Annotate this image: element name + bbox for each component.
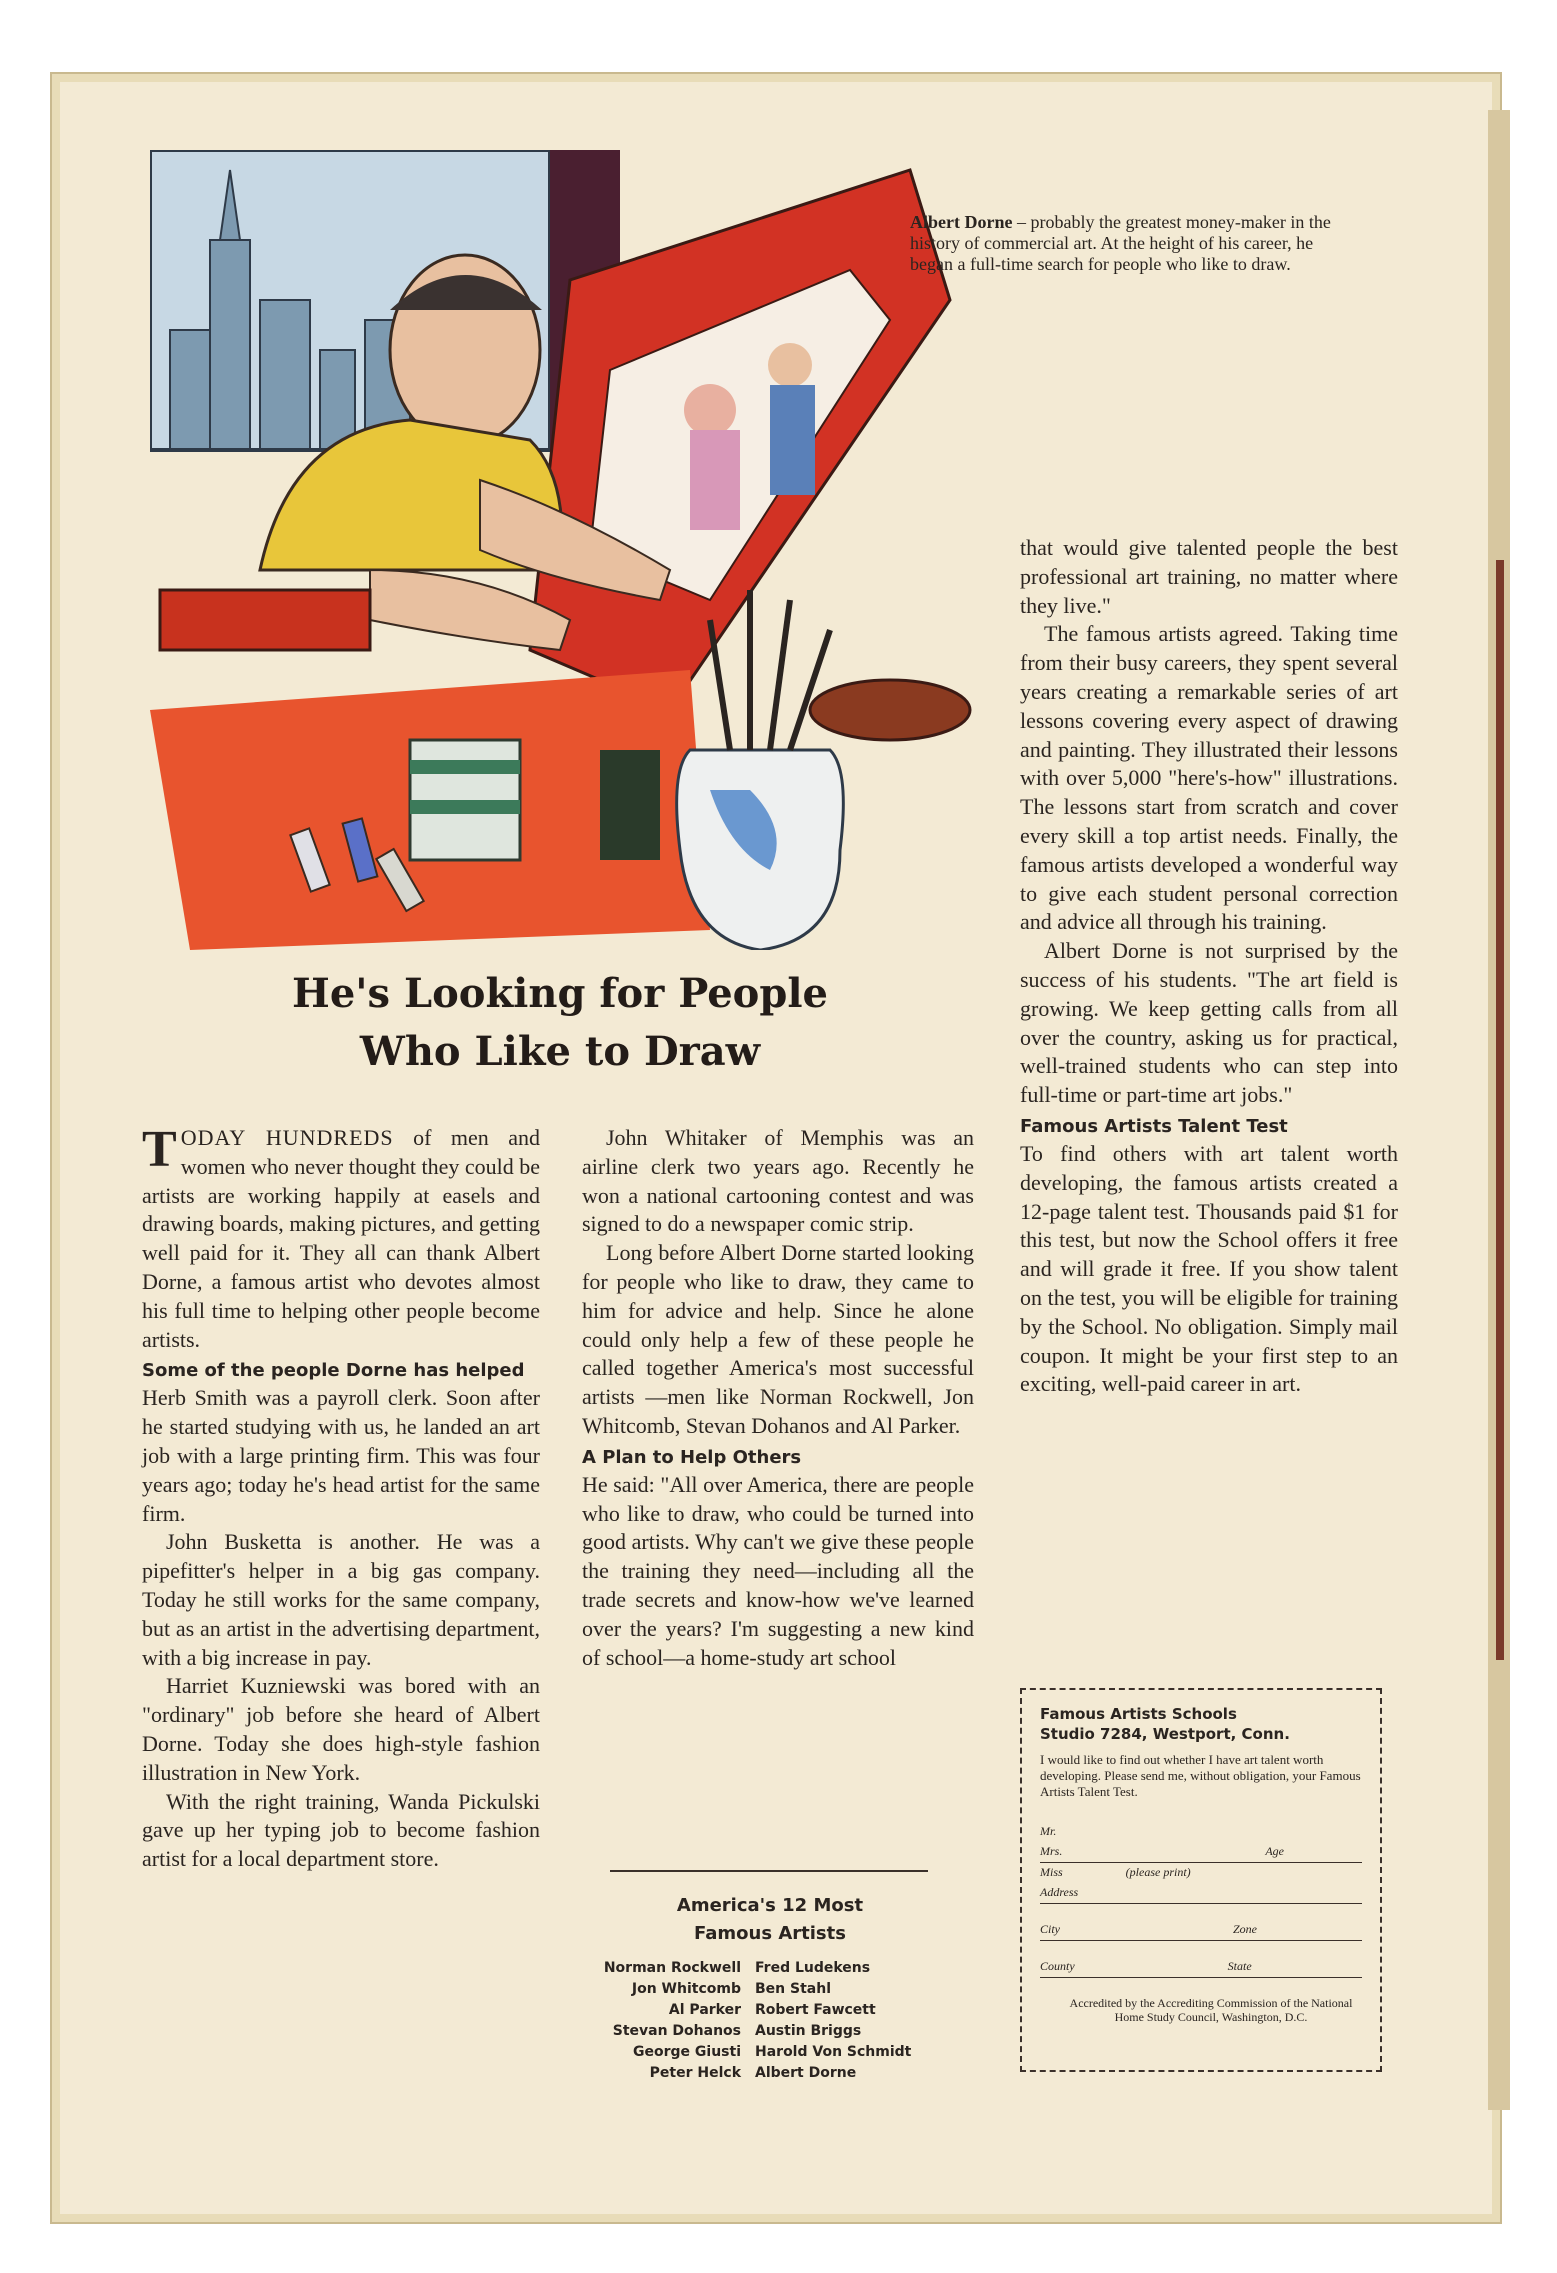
article-column-3 [1020,534,1398,1399]
field-label: Address [1040,1885,1079,1899]
field-label: State [1227,1959,1252,1973]
artist-name: Albert Dorne [755,2065,857,2081]
artist-name: Al Parker [668,2002,741,2018]
artists-title [585,1892,955,1948]
paragraph: The famous artists agreed. Taking time from their busy careers, they spent several years creating a remarkable series of art lessons covering every aspect of drawing and painting. They illustrated their lessons with over 5,000 "here's-how" illustrations. The lessons start from scratch and cover every skill a top artist needs. Finally, the famous artists developed a wonderful way to give each student personal correction and advice all through his training. [1020,621,1398,935]
artist-name: Austin Briggs [755,2023,862,2039]
drop-cap: T [142,1121,177,1178]
caption-name: Albert Dorne [910,212,1013,232]
field-label: (please print) [1125,1865,1191,1879]
city-zone-field[interactable] [1040,1920,1362,1941]
artist-name: Stevan Dohanos [612,2023,741,2039]
artists-title-line-1: America's 12 Most [676,1895,864,1916]
lead-caps: ODAY HUNDREDS [180,1125,394,1150]
article-column-2 [582,1124,974,1672]
paragraph: To find others with art talent worth developing, the famous artists created a 12-page talent test. Thousands paid $1 for this test, but now the School offers it free and will grade it free. If you show talent on the test, you will be eligible for training by the School. No obligation. Simply mail coupon. It might be your first step to an exciting, well-paid career in art. [1020,1140,1398,1397]
artist-name: Robert Fawcett [755,2002,876,2018]
artists-list [560,1958,980,2084]
paragraph: Long before Albert Dorne started looking for people who like to draw, they came to him for advice and help. Since he alone could only help a few of these people he called together America's most successful artists —men like Norman Rockwell, Jon Whitcomb, Stevan Dohanos and Al Parker. [582,1240,974,1438]
field-label: City [1040,1922,1060,1936]
field-label: Mr. [1040,1824,1057,1838]
artists-row [560,2000,980,2021]
address-field[interactable] [1040,1883,1362,1904]
coupon-studio: Studio 7284, Westport, Conn. [1040,1725,1290,1743]
accreditation-note: Accredited by the Accrediting Commission of the National Home Study Council, Washington, D.C. [1069,1996,1353,2024]
paragraph: He said: "All over America, there are people who like to draw, who could be turned into good artists. Why can't we give these people the training they need—including all the trade secrets and know-how we've learned over the years? I'm suggesting a new kind of school—a home-study art school [582,1471,974,1670]
artist-name: Norman Rockwell [603,1960,741,1976]
artists-row [560,2063,980,2084]
page-edge-shadow [1496,560,1504,1660]
paragraph [142,1121,540,1354]
field-label: Mrs. [1040,1844,1063,1858]
artist-name: Peter Helck [649,2065,741,2081]
coupon-body: I would like to find out whether I have art talent worth developing. Please send me, without obligation, your Famous Artists Talent Test. [1040,1752,1361,1799]
divider [610,1870,928,1872]
headline-line-1: He's Looking for People [292,970,828,1017]
paragraph: Albert Dorne is not surprised by the success of his students. "The art field is growing. We keep getting calls from all over the country, asking us for practical, well-trained students who can step into full-time or part-time art jobs." [1020,938,1398,1108]
caption-text: – probably the greatest money-maker in the history of commercial art. At the height of his career, he began a full-time search for people who like to draw. [910,212,1331,274]
artists-row [560,2042,980,2063]
mail-coupon[interactable] [1020,1688,1382,2072]
artists-title-line-2: Famous Artists [694,1923,846,1944]
artist-name: Fred Ludekens [755,1960,871,1976]
headline-line-2: Who Like to Draw [359,1028,761,1075]
article-column-1 [142,1121,540,1874]
field-label: Age [1265,1844,1284,1858]
artists-row [560,1979,980,2000]
field-label: Miss [1040,1865,1063,1879]
paragraph: With the right training, Wanda Pickulski gave up her typing job to become fashion artist for a local department store. [142,1788,540,1872]
paragraph: John Busketta is another. He was a pipefitter's helper in a big gas company. Today he still works for the same company, but as an artist in the advertising department, with a big increase in pay. [142,1529,540,1670]
paragraph: Herb Smith was a payroll clerk. Soon after he started studying with us, he landed an art job with a large printing firm. This was four years ago; today he's head artist for the same firm. [142,1385,540,1526]
headline [150,965,970,1081]
name-line-miss [1040,1863,1362,1883]
artists-row [560,1958,980,1979]
subheading: A Plan to Help Others [582,1446,802,1468]
name-field[interactable] [1040,1842,1362,1863]
subheading: Some of the people Dorne has helped [142,1360,525,1382]
subheading: Famous Artists Talent Test [1020,1115,1288,1137]
artist-illustration [150,150,980,950]
artist-name: Jon Whitcomb [631,1981,741,1997]
paragraph-text: of men and women who never thought they could be artists are working happily at easels and drawing boards, making pictures, and getting well paid for it. They all can thank Albert Dorne, a famous artist who devotes almost his full time to helping other people become artists. [142,1125,540,1352]
artist-name: Harold Von Schmidt [755,2044,912,2060]
artists-row [560,2021,980,2042]
field-label: County [1040,1959,1075,1973]
name-line-mr [1040,1822,1362,1842]
artist-name: George Giusti [633,2044,741,2060]
paragraph: Harriet Kuzniewski was bored with an "ordinary" job before she heard of Albert Dorne. Today she does high-style fashion illustration in New York. [142,1673,540,1785]
artist-name: Ben Stahl [755,1981,831,1997]
paragraph: John Whitaker of Memphis was an airline clerk two years ago. Recently he won a national cartooning contest and was signed to do a newspaper comic strip. [582,1125,974,1237]
illustration-caption [910,212,1350,275]
field-label: Zone [1233,1922,1257,1936]
county-state-field[interactable] [1040,1957,1362,1978]
paragraph: that would give talented people the best professional art training, no matter where they live." [1020,535,1398,618]
coupon-school: Famous Artists Schools [1040,1705,1237,1723]
